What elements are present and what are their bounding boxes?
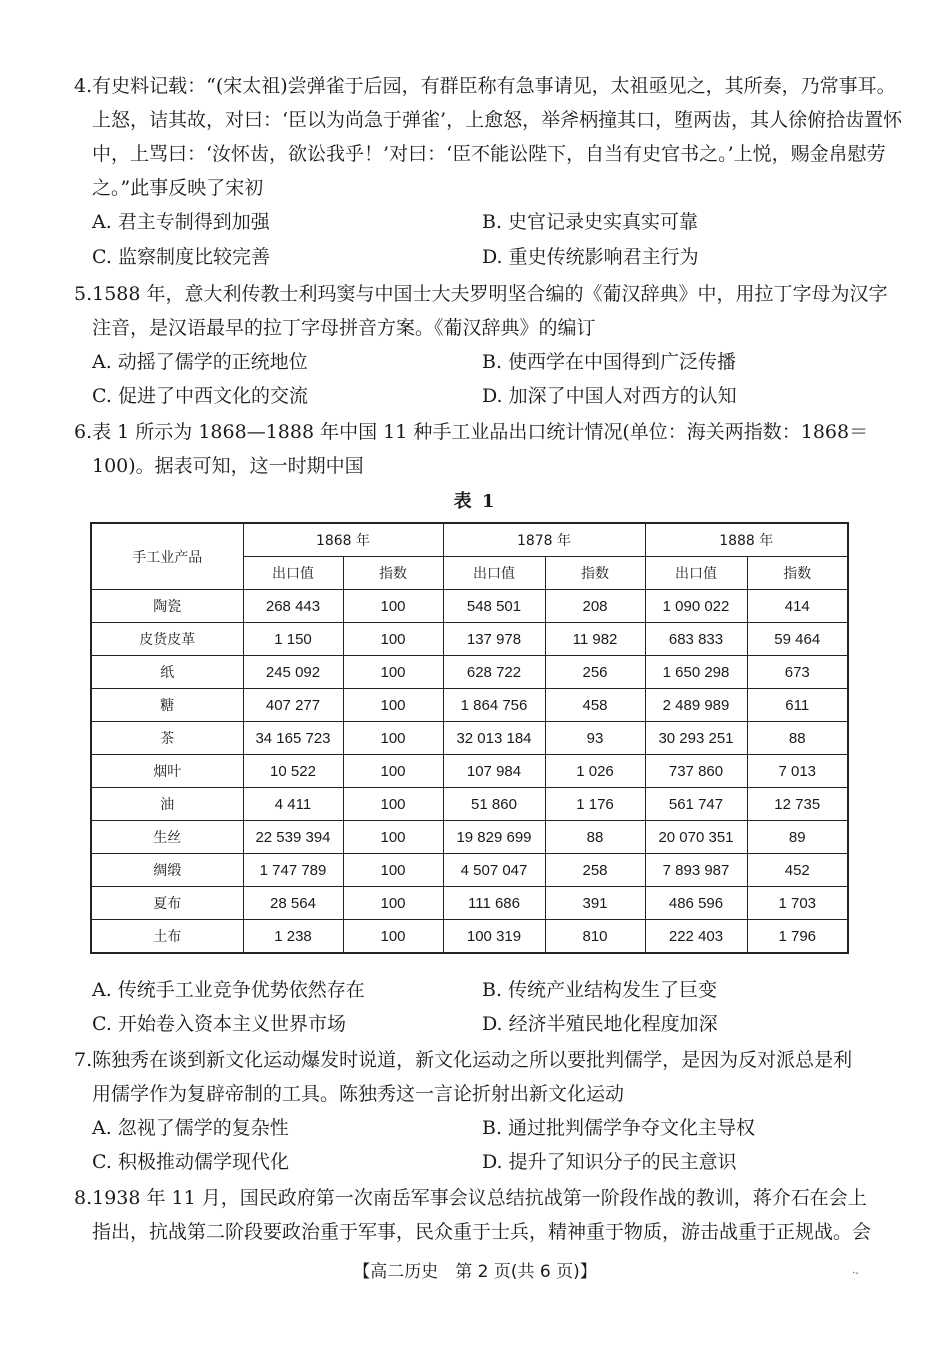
export-value-cell: 137 978: [443, 623, 545, 656]
product-name-cell: 油: [91, 788, 243, 821]
q6-option-b[interactable]: B. 传统产业结构发生了巨变: [482, 979, 718, 1001]
subheader-index: 指数: [747, 557, 848, 590]
q5-option-c[interactable]: C. 促进了中西文化的交流: [92, 385, 308, 407]
table-row: [91, 623, 848, 656]
index-cell: 100: [343, 887, 443, 920]
index-cell: 256: [545, 656, 645, 689]
index-cell: 100: [343, 722, 443, 755]
q7-option-a[interactable]: A. 忽视了儒学的复杂性: [92, 1117, 289, 1139]
export-value-cell: 1 747 789: [243, 854, 343, 887]
export-value-cell: 51 860: [443, 788, 545, 821]
index-cell: 100: [343, 656, 443, 689]
table-row: [91, 590, 848, 623]
export-value-cell: 628 722: [443, 656, 545, 689]
export-value-cell: 1 150: [243, 623, 343, 656]
table-row: [91, 920, 848, 954]
subheader-index: 指数: [545, 557, 645, 590]
index-cell: 88: [747, 722, 848, 755]
export-value-cell: 22 539 394: [243, 821, 343, 854]
export-value-cell: 1 090 022: [645, 590, 747, 623]
index-cell: 11 982: [545, 623, 645, 656]
table-row: [91, 755, 848, 788]
export-value-cell: 107 984: [443, 755, 545, 788]
table-row: [91, 788, 848, 821]
product-name-cell: 茶: [91, 722, 243, 755]
export-value-cell: 32 013 184: [443, 722, 545, 755]
q4-option-d[interactable]: D. 重史传统影响君主行为: [482, 246, 699, 268]
index-cell: 100: [343, 920, 443, 954]
product-name-cell: 皮货皮革: [91, 623, 243, 656]
product-name-cell: 糖: [91, 689, 243, 722]
subheader-export-value: 出口值: [243, 557, 343, 590]
index-cell: 1 026: [545, 755, 645, 788]
q6-line-1: 6.表 1 所示为 1868—1888 年中国 11 种手工业品出口统计情况(单位：海关两指数：1868＝: [74, 421, 869, 443]
index-cell: 1 796: [747, 920, 848, 954]
table-row: [91, 821, 848, 854]
export-value-cell: 34 165 723: [243, 722, 343, 755]
export-value-cell: 20 070 351: [645, 821, 747, 854]
index-cell: 452: [747, 854, 848, 887]
q5-option-d[interactable]: D. 加深了中国人对西方的认知: [482, 385, 737, 407]
q7-line-2: 用儒学作为复辟帝制的工具。陈独秀这一言论折射出新文化运动: [92, 1083, 625, 1105]
index-cell: 1 176: [545, 788, 645, 821]
product-name-cell: 纸: [91, 656, 243, 689]
q7-option-b[interactable]: B. 通过批判儒学争夺文化主导权: [482, 1117, 756, 1139]
table-row: [91, 887, 848, 920]
header-year-1888: 1888 年: [645, 523, 848, 557]
export-value-cell: 407 277: [243, 689, 343, 722]
export-value-cell: 561 747: [645, 788, 747, 821]
q4-line-1: 4.有史料记载：“(宋太祖)尝弹雀于后园，有群臣称有急事请见，太祖亟见之，其所奏，乃常事耳。: [74, 75, 896, 97]
export-value-cell: 683 833: [645, 623, 747, 656]
q4-option-b[interactable]: B. 史官记录史实真实可靠: [482, 211, 699, 233]
index-cell: 100: [343, 590, 443, 623]
index-cell: 458: [545, 689, 645, 722]
export-value-cell: 222 403: [645, 920, 747, 954]
index-cell: 12 735: [747, 788, 848, 821]
index-cell: 89: [747, 821, 848, 854]
product-name-cell: 绸缎: [91, 854, 243, 887]
index-cell: 100: [343, 689, 443, 722]
export-value-cell: 4 411: [243, 788, 343, 821]
q4-line-3: 中，上骂曰：‘汝怀齿，欲讼我乎！’对曰：‘臣不能讼陛下，自当有史官书之。’上悦，赐金帛慰劳: [92, 143, 886, 165]
index-cell: 100: [343, 755, 443, 788]
export-value-cell: 1 650 298: [645, 656, 747, 689]
q4-line-4: 之。”此事反映了宋初: [92, 177, 264, 199]
q4-line-2: 上怒，诘其故，对曰：‘臣以为尚急于弹雀’，上愈怒，举斧柄撞其口，堕两齿，其人徐俯拾齿置怀: [92, 109, 903, 131]
product-name-cell: 烟叶: [91, 755, 243, 788]
index-cell: 93: [545, 722, 645, 755]
q4-option-c[interactable]: C. 监察制度比较完善: [92, 246, 270, 268]
export-value-cell: 100 319: [443, 920, 545, 954]
export-value-cell: 19 829 699: [443, 821, 545, 854]
q7-option-c[interactable]: C. 积极推动儒学现代化: [92, 1151, 289, 1173]
index-cell: 258: [545, 854, 645, 887]
export-value-cell: 1 238: [243, 920, 343, 954]
export-value-cell: 28 564: [243, 887, 343, 920]
index-cell: 7 013: [747, 755, 848, 788]
index-cell: 59 464: [747, 623, 848, 656]
table-row: [91, 722, 848, 755]
header-year-1878: 1878 年: [443, 523, 645, 557]
index-cell: 100: [343, 623, 443, 656]
q7-option-d[interactable]: D. 提升了知识分子的民主意识: [482, 1151, 737, 1173]
q7-line-1: 7.陈独秀在谈到新文化运动爆发时说道，新文化运动之所以要批判儒学，是因为反对派总是利: [74, 1049, 853, 1071]
q6-line-2: 100)。据表可知，这一时期中国: [92, 455, 364, 477]
index-cell: 1 703: [747, 887, 848, 920]
page-footer: 【高二历史 第 2 页(共 6 页)】: [353, 1262, 597, 1282]
subheader-export-value: 出口值: [443, 557, 545, 590]
q8-line-1: 8.1938 年 11 月，国民政府第一次南岳军事会议总结抗战第一阶段作战的教训，蒋介石在会上: [74, 1187, 867, 1209]
q5-option-b[interactable]: B. 使西学在中国得到广泛传播: [482, 351, 737, 373]
q5-option-a[interactable]: A. 动摇了儒学的正统地位: [92, 351, 308, 373]
export-value-cell: 486 596: [645, 887, 747, 920]
subheader-index: 指数: [343, 557, 443, 590]
export-value-cell: 1 864 756: [443, 689, 545, 722]
q4-option-a[interactable]: A. 君主专制得到加强: [92, 211, 270, 233]
product-name-cell: 夏布: [91, 887, 243, 920]
product-name-cell: 陶瓷: [91, 590, 243, 623]
index-cell: 208: [545, 590, 645, 623]
product-name-cell: 生丝: [91, 821, 243, 854]
header-year-1868: 1868 年: [243, 523, 443, 557]
subheader-export-value: 出口值: [645, 557, 747, 590]
corner-mark: ·-: [852, 1268, 859, 1279]
index-cell: 611: [747, 689, 848, 722]
export-value-cell: 268 443: [243, 590, 343, 623]
q8-line-2: 指出，抗战第二阶段要政治重于军事，民众重于士兵，精神重于物质，游击战重于正规战。会: [92, 1221, 872, 1243]
q5-line-1: 5.1588 年，意大利传教士利玛窦与中国士大夫罗明坚合编的《葡汉辞典》中，用拉丁字母为汉字: [74, 283, 888, 305]
q5-line-2: 注音，是汉语最早的拉丁字母拼音方案。《葡汉辞典》的编订: [92, 317, 596, 339]
export-value-cell: 4 507 047: [443, 854, 545, 887]
export-value-cell: 737 860: [645, 755, 747, 788]
q6-option-c[interactable]: C. 开始卷入资本主义世界市场: [92, 1013, 346, 1035]
q6-option-a[interactable]: A. 传统手工业竞争优势依然存在: [92, 979, 365, 1001]
export-value-cell: 2 489 989: [645, 689, 747, 722]
export-value-cell: 30 293 251: [645, 722, 747, 755]
index-cell: 100: [343, 821, 443, 854]
index-cell: 810: [545, 920, 645, 954]
index-cell: 100: [343, 854, 443, 887]
export-value-cell: 111 686: [443, 887, 545, 920]
export-value-cell: 245 092: [243, 656, 343, 689]
export-value-cell: 548 501: [443, 590, 545, 623]
export-value-cell: 7 893 987: [645, 854, 747, 887]
index-cell: 391: [545, 887, 645, 920]
table-row: [91, 689, 848, 722]
index-cell: 88: [545, 821, 645, 854]
q6-option-d[interactable]: D. 经济半殖民地化程度加深: [482, 1013, 718, 1035]
product-name-cell: 土布: [91, 920, 243, 954]
table-caption: 表 1: [453, 491, 497, 512]
export-value-cell: 10 522: [243, 755, 343, 788]
header-product: 手工业产品: [91, 523, 243, 590]
table-row: [91, 656, 848, 689]
index-cell: 673: [747, 656, 848, 689]
index-cell: 414: [747, 590, 848, 623]
table-row: [91, 854, 848, 887]
index-cell: 100: [343, 788, 443, 821]
export-statistics-table: [90, 522, 849, 954]
